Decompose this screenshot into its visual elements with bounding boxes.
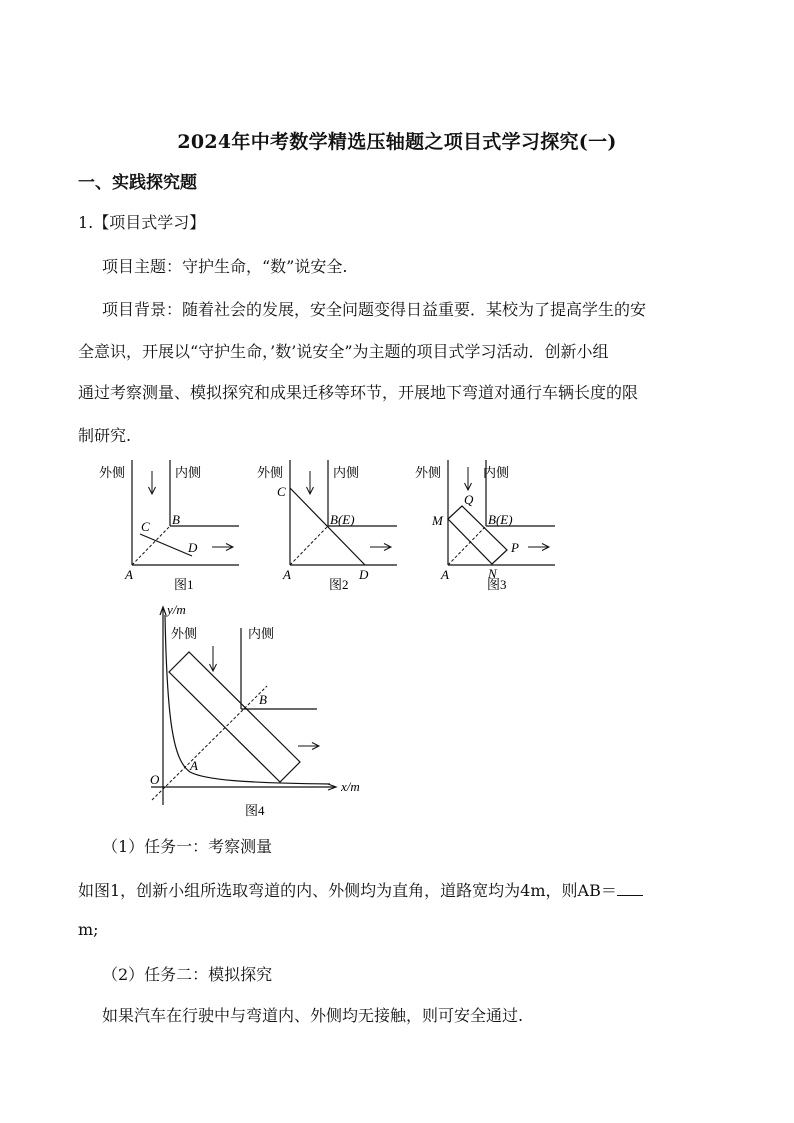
fig3-caption: 图3 [487, 577, 507, 592]
background-line-1: 项目背景：随着社会的发展，安全问题变得日益重要．某校为了提高学生的安 [102, 300, 647, 319]
question-number: 1.【项目式学习】 [78, 213, 206, 232]
answer-blank[interactable] [617, 881, 643, 896]
background-line-2: 全意识，开展以“守护生命，’数’说安全”为主题的项目式学习活动．创新小组 [78, 342, 609, 361]
fig4-inner-label: 内侧 [248, 626, 275, 641]
fig4-outer-label: 外侧 [171, 626, 198, 641]
fig4-caption: 图4 [245, 803, 265, 818]
background-line-4: 制研究. [78, 426, 132, 445]
fig2-caption: 图2 [329, 577, 349, 592]
fig4-x-axis-label: x/m [341, 779, 360, 794]
fig1-outer-label: 外侧 [99, 465, 126, 480]
page-title: 2024年中考数学精选压轴题之项目式学习探究(一) [177, 131, 617, 153]
fig3-point-p: P [511, 540, 519, 555]
fig3-point-m: M [432, 513, 443, 528]
fig2-point-d: D [359, 567, 369, 582]
fig2-outer-label: 外侧 [257, 465, 284, 480]
fig4-point-a: A [190, 758, 198, 773]
task1-text: 如图1，创新小组所选取弯道的内、外侧均为直角，道路宽均为4m，则AB＝ [78, 881, 617, 900]
fig1-point-a: A [125, 567, 133, 582]
figure-4 [145, 600, 385, 825]
fig3-inner-label: 内侧 [483, 465, 510, 480]
fig2-inner-label: 内侧 [333, 465, 360, 480]
fig2-point-c: C [277, 484, 286, 499]
task1-unit: m; [78, 920, 99, 939]
section-heading: 一、实践探究题 [78, 173, 197, 193]
project-theme: 项目主题：守护生命，“数”说安全. [102, 257, 348, 276]
fig2-point-a: A [283, 567, 291, 582]
fig3-point-a: A [441, 567, 449, 582]
fig3-outer-label: 外侧 [415, 465, 442, 480]
figure-3 [411, 455, 561, 595]
fig4-origin: O [150, 772, 160, 787]
task2-text: 如果汽车在行驶中与弯道内、外侧均无接触，则可安全通过. [102, 1006, 524, 1025]
task2-title: （2）任务二：模拟探究 [102, 965, 273, 984]
figure-2 [253, 455, 403, 595]
task1-question [78, 878, 643, 901]
fig1-point-c: C [141, 519, 150, 534]
fig3-point-n: N [488, 566, 497, 581]
fig1-point-b: B [172, 512, 180, 527]
fig1-inner-label: 内侧 [175, 465, 202, 480]
fig4-y-axis-label: y/m [167, 602, 186, 617]
background-line-3: 通过考察测量、模拟探究和成果迁移等环节，开展地下弯道对通行车辆长度的限 [78, 383, 639, 402]
task1-title: （1）任务一：考察测量 [102, 837, 273, 856]
fig4-point-b: B [259, 692, 267, 707]
fig2-point-b: B(E) [330, 512, 355, 527]
fig3-point-q: Q [464, 492, 474, 507]
fig1-point-d: D [188, 540, 198, 555]
fig1-caption: 图1 [174, 577, 194, 592]
fig3-point-b: B(E) [488, 512, 513, 527]
figure-1 [95, 455, 245, 595]
